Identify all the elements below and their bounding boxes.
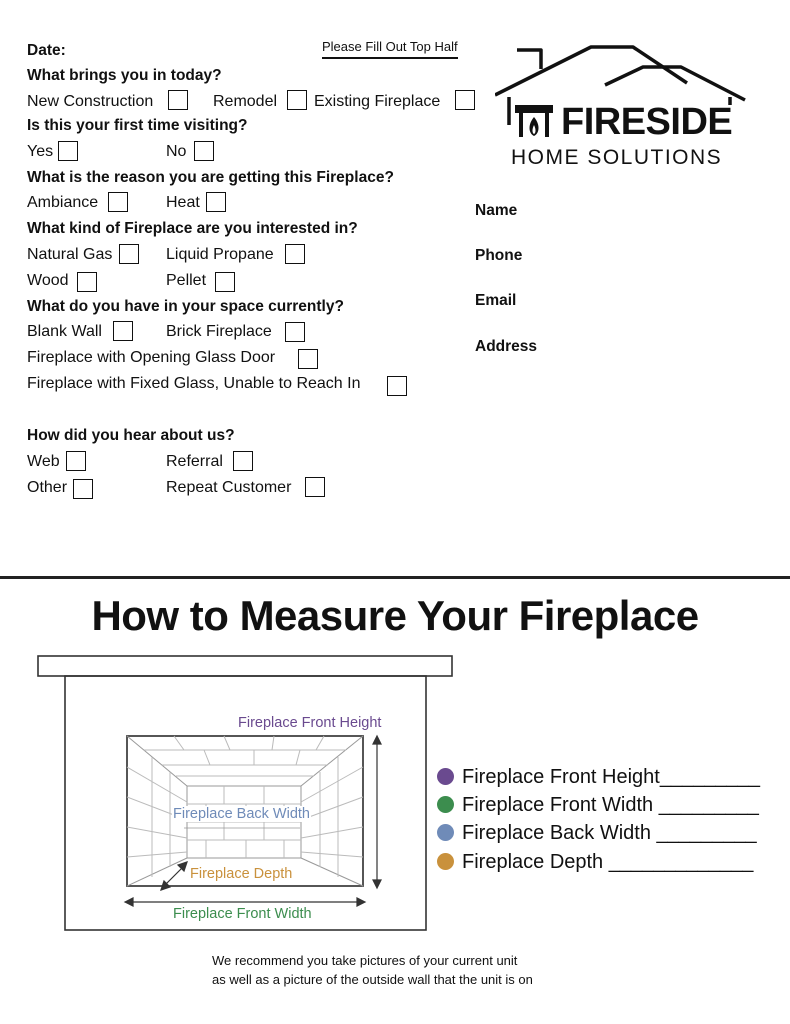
legend-dot-front-width (437, 796, 454, 813)
checkbox-referral[interactable] (233, 451, 253, 471)
legend-label: Fireplace Front Height (462, 766, 660, 788)
checkbox-remodel[interactable] (287, 90, 307, 110)
option-pellet-label: Pellet (166, 272, 207, 289)
option-natural-gas-label: Natural Gas (27, 246, 113, 263)
legend-label: Fireplace Front Width (462, 794, 654, 816)
option-fixed-glass-label: Fireplace with Fixed Glass, Unable to Reach In (27, 375, 361, 392)
fill-instruction: Please Fill Out Top Half (322, 39, 458, 59)
checkbox-opening-glass-door[interactable] (298, 349, 318, 369)
legend-label: Fireplace Back Width (462, 822, 651, 844)
legend-item-front-height (437, 766, 760, 789)
option-referral-label: Referral (166, 453, 223, 470)
checkbox-ambiance[interactable] (108, 192, 128, 212)
fireplace-flame-icon (513, 103, 557, 139)
legend-dot-back-width (437, 824, 454, 841)
legend-item-front-width (437, 794, 759, 817)
legend-item-depth (437, 851, 753, 874)
section-divider (0, 576, 790, 579)
option-other-label: Other (27, 479, 68, 496)
diagram-label-depth: Fireplace Depth (190, 866, 293, 882)
checkbox-web[interactable] (66, 451, 86, 471)
question-referral-source: How did you hear about us? (27, 427, 235, 444)
option-existing-fireplace-label: Existing Fireplace (314, 93, 441, 110)
checkbox-repeat-customer[interactable] (305, 477, 325, 497)
diagram-label-back-width: Fireplace Back Width (173, 806, 310, 822)
diagram-label-front-width: Fireplace Front Width (173, 906, 312, 922)
legend-blank: _________ (650, 822, 757, 844)
fireplace-diagram (34, 652, 464, 942)
checkbox-blank-wall[interactable] (113, 321, 133, 341)
diagram-label-front-height: Fireplace Front Height (238, 715, 382, 731)
checkbox-liquid-propane[interactable] (285, 244, 305, 264)
checkbox-pellet[interactable] (215, 272, 235, 292)
checkbox-new-construction[interactable] (168, 90, 188, 110)
mantel-shelf (38, 656, 452, 676)
fireside-logo (495, 45, 755, 175)
question-fireplace-kind: What kind of Fireplace are you interested in? (27, 220, 358, 237)
question-first-visit: Is this your first time visiting? (27, 117, 248, 134)
question-visit-reason: What brings you in today? (27, 67, 222, 84)
option-remodel-label: Remodel (213, 93, 278, 110)
option-yes-label: Yes (27, 143, 54, 160)
option-repeat-customer-label: Repeat Customer (166, 479, 292, 496)
checkbox-wood[interactable] (77, 272, 97, 292)
measure-title: How to Measure Your Fireplace (91, 592, 699, 639)
checkbox-existing-fireplace[interactable] (455, 90, 475, 110)
legend-blank: _________ (653, 794, 759, 816)
photo-recommendation-line-2: as well as a picture of the outside wall that the unit is on (212, 972, 533, 987)
legend-dot-depth (437, 853, 454, 870)
option-wood-label: Wood (27, 272, 69, 289)
option-liquid-propane-label: Liquid Propane (166, 246, 274, 263)
contact-email-label: Email (475, 292, 517, 309)
checkbox-natural-gas[interactable] (119, 244, 139, 264)
option-opening-glass-door-label: Fireplace with Opening Glass Door (27, 349, 276, 366)
date-label: Date: (27, 42, 66, 59)
question-current-space: What do you have in your space currently? (27, 298, 344, 315)
legend-blank: _____________ (603, 851, 754, 873)
option-web-label: Web (27, 453, 60, 470)
checkbox-fixed-glass[interactable] (387, 376, 407, 396)
logo-tagline: HOME SOLUTIONS (511, 146, 723, 169)
depth-arrow (164, 866, 184, 886)
question-fireplace-reason: What is the reason you are getting this Fireplace? (27, 169, 394, 186)
option-heat-label: Heat (166, 194, 200, 211)
contact-phone-label: Phone (475, 247, 523, 264)
legend-dot-front-height (437, 768, 454, 785)
legend-item-back-width (437, 822, 757, 845)
photo-recommendation-line-1: We recommend you take pictures of your current unit (212, 953, 518, 968)
contact-address-label: Address (475, 338, 538, 355)
checkbox-other[interactable] (73, 479, 93, 499)
checkbox-no[interactable] (194, 141, 214, 161)
option-new-construction-label: New Construction (27, 93, 154, 110)
checkbox-brick-fireplace[interactable] (285, 322, 305, 342)
legend-label: Fireplace Depth (462, 851, 604, 873)
checkbox-heat[interactable] (206, 192, 226, 212)
contact-name-label: Name (475, 202, 518, 219)
option-no-label: No (166, 143, 187, 160)
logo-brand-name: FIRESIDE (561, 101, 733, 143)
checkbox-yes[interactable] (58, 141, 78, 161)
option-blank-wall-label: Blank Wall (27, 323, 102, 340)
legend-blank: _________ (659, 766, 760, 788)
option-brick-fireplace-label: Brick Fireplace (166, 323, 272, 340)
option-ambiance-label: Ambiance (27, 194, 99, 211)
